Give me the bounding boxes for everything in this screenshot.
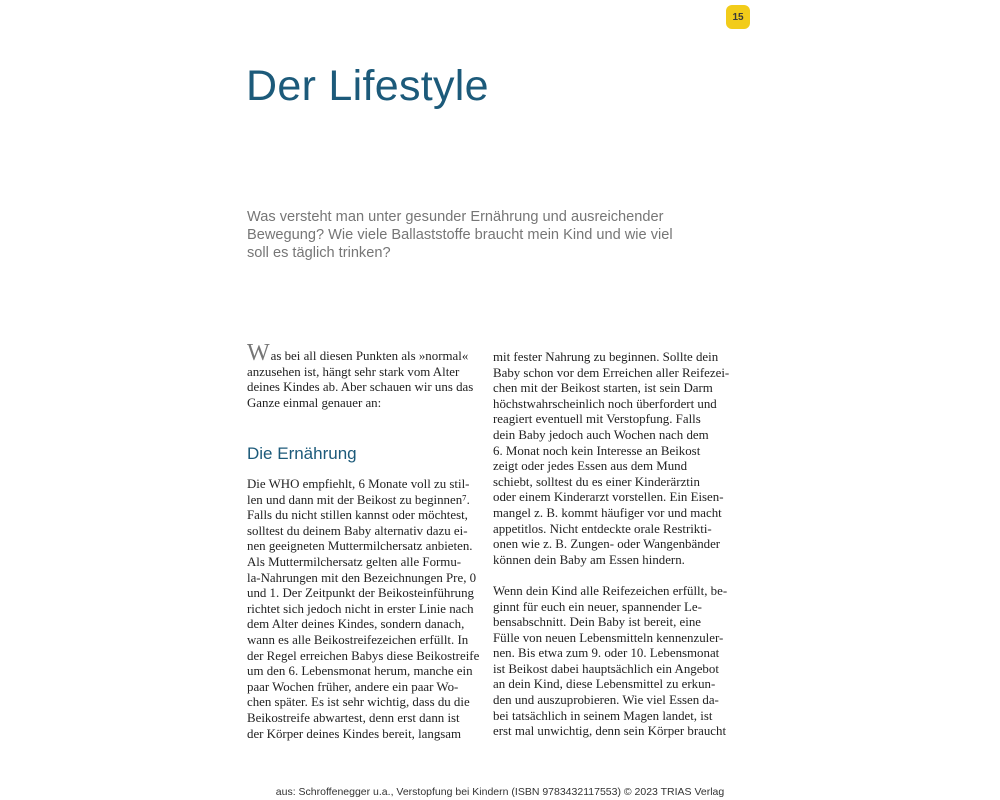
text-line: appetitlos. Nicht entdeckte orale Restrikti- (493, 521, 712, 536)
text-line: der Regel erreichen Babys diese Beikostreife (247, 648, 480, 663)
paragraph-spacer (493, 568, 715, 584)
text-line: können dein Baby am Essen hindern. (493, 552, 685, 567)
text-line: Als Muttermilchersatz gelten alle Formu- (247, 554, 462, 569)
text-line: mangel z. B. kommt häufiger vor und macht (493, 505, 722, 520)
text-line: den und auszuprobieren. Wie viel Essen da- (493, 693, 719, 708)
lead-first-line-text: as bei all diesen Punkten als »normal« (270, 349, 469, 363)
right-paragraph-2 (493, 583, 728, 740)
text-line: wann es alle Beikostreifezeichen erfüllt. In (247, 632, 469, 647)
text-line: höchstwahrscheinlich noch überfordert und (493, 396, 717, 411)
text-line: Die WHO empfiehlt, 6 Monate voll zu stil- (247, 477, 470, 491)
text-line: mit fester Nahrung zu beginnen. Sollte dein (493, 350, 719, 364)
text-line: um den 6. Lebensmonat herum, manche ein (247, 664, 473, 679)
text-line: len und dann mit der Beikost zu beginnen⁷. (247, 492, 470, 507)
text-line: chen später. Es ist sehr wichtig, dass du die (247, 695, 470, 710)
text-line: solltest du deinem Baby alternativ dazu ei- (247, 523, 468, 538)
text-line: Beikostreife abwartest, denn erst dann ist (247, 710, 460, 725)
chapter-intro: Was versteht man unter gesunder Ernährung und ausreichender Bewegung? Wie viele Ballaststoffe braucht mein Kind und wie viel soll es täglich trinken? (247, 209, 673, 261)
text-line: dem Alter deines Kindes, sondern danach, (247, 617, 465, 632)
text-line: 6. Monat noch kein Interesse an Beikost (493, 443, 701, 458)
text-line: oder einem Kinderarzt vorstellen. Ein Eisen- (493, 490, 724, 505)
text-line: schiebt, solltest du es einer Kinderärztin (493, 474, 700, 489)
text-line: Fülle von neuen Lebensmitteln kennenzuler- (493, 630, 724, 645)
text-line: der Körper deines Kindes bereit, langsam (247, 726, 462, 741)
text-line: an dein Kind, diese Lebensmittel zu erkun- (493, 677, 716, 692)
text-line: Baby schon vor dem Erreichen aller Reifezei- (493, 365, 730, 380)
text-line: bensabschnitt. Dein Baby ist bereit, eine (493, 615, 701, 630)
right-column-body (493, 350, 730, 740)
lead-line: deines Kindes ab. Aber schauen wir uns das (247, 380, 474, 395)
page-number-badge: 15 (726, 5, 750, 29)
section-heading: Die Ernährung (247, 444, 357, 463)
text-line: nen geeigneten Muttermilchersatz anbieten. (247, 539, 473, 554)
text-line: ginnt für euch ein neuer, spannender Le- (493, 599, 702, 614)
text-line: Wenn dein Kind alle Reifezeichen erfüllt, be- (493, 583, 728, 598)
text-line: onen wie z. B. Zungen- oder Wangenbänder (493, 537, 721, 552)
text-line: paar Wochen früher, andere ein paar Wo- (247, 679, 459, 694)
text-line: la-Nahrungen mit den Bezeichnungen Pre, 0 (247, 570, 477, 585)
text-line: zeigt oder jedes Essen aus dem Mund (493, 459, 688, 474)
text-line: nen. Bis etwa zum 9. oder 10. Lebensmonat (493, 646, 720, 661)
text-line: chen mit der Beikost starten, ist sein Darm (493, 381, 713, 396)
source-footer: aus: Schroffenegger u.a., Verstopfung bei Kindern (ISBN 9783432117553) © 2023 TRIAS Verlag (275, 786, 725, 798)
right-paragraph-1 (493, 350, 730, 568)
text-line: bei tatsächlich in seinem Magen landet, ist (493, 708, 713, 723)
left-column-body (247, 477, 480, 742)
text-line: reagiert eventuell mit Verstopfung. Falls (493, 412, 701, 427)
drop-cap: W (247, 340, 270, 366)
lead-first-line (247, 340, 469, 366)
lead-line: anzusehen ist, hängt sehr stark vom Alter (247, 364, 460, 379)
chapter-title: Der Lifestyle (246, 62, 489, 110)
text-line: dein Baby jedoch auch Wochen nach dem (493, 427, 709, 442)
text-line: richtet sich jedoch nicht in erster Linie nach (247, 601, 474, 616)
text-line: ist Beikost dabei hauptsächlich ein Angebot (493, 661, 719, 676)
lead-paragraph (247, 340, 474, 411)
text-line: erst mal unwichtig, denn sein Körper braucht (493, 724, 727, 739)
text-line: und 1. Der Zeitpunkt der Beikosteinführung (247, 586, 474, 601)
lead-line: Ganze einmal genauer an: (247, 395, 382, 410)
text-line: Falls du nicht stillen kannst oder möchtest, (247, 508, 468, 523)
